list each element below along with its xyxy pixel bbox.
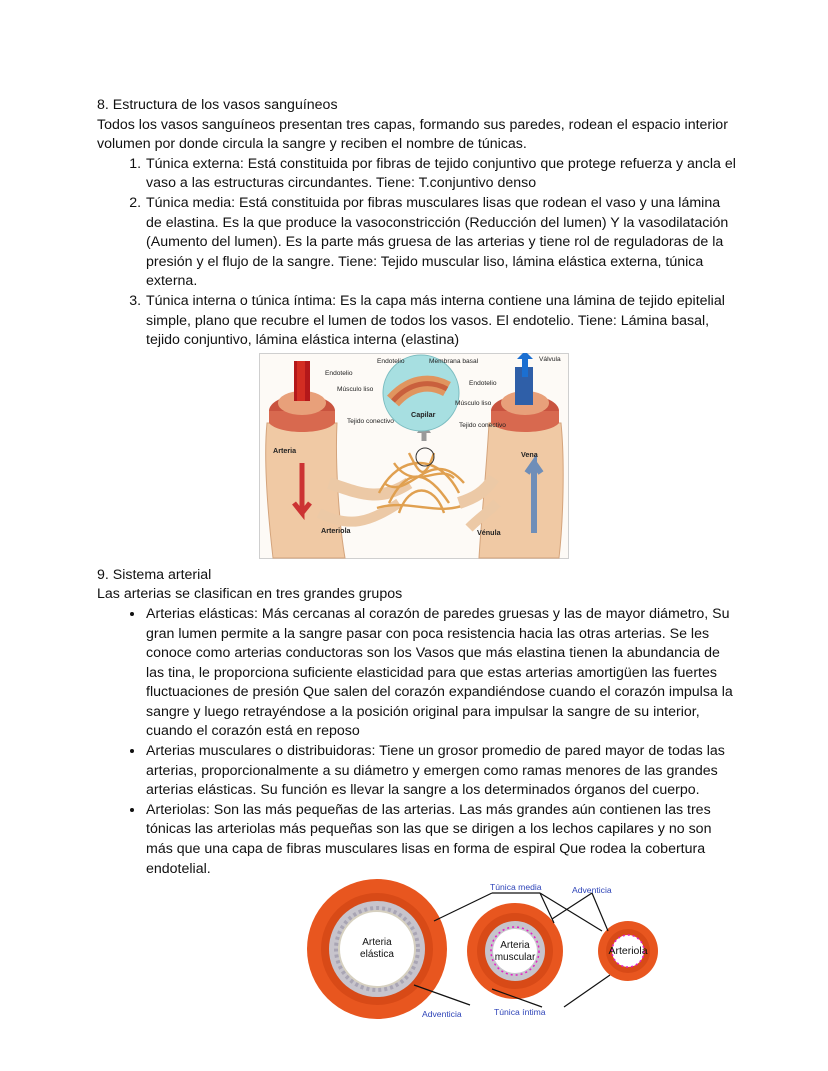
- section-8-list: [97, 155, 737, 351]
- artery-types-diagram: [302, 879, 684, 1019]
- section-8-heading: 8. Estructura de los vasos sanguíneos: [97, 97, 338, 113]
- list-item: • Arterias musculares o distribuidoras: Tiene un grosor promedio de pared mayor de todas las arterias, proporcionalmente a su diámetro y emergen como ramas menores de las grandes arterias elásticas. Su función es llevar la sangre a los determinados órganos del cuerpo.: [145, 742, 737, 801]
- list-item: 1. Túnica externa: Está constituida por fibras de tejido conjuntivo que protege refuerza y ancla el vaso a las estructuras circundantes. Tiene: T.conjuntivo denso: [145, 155, 737, 194]
- label-membrana: Membrana basal: [429, 357, 479, 365]
- label-musculo-right: Músculo liso: [455, 399, 492, 407]
- label-arteria-muscular-1: Arteria: [500, 940, 530, 952]
- list-item: 2. Túnica media: Está constituida por fibras musculares lisas que rodean el vaso y una lámina de elastina. Es la que produce la vasoconstricción (Reducción del lumen) Y la vasodilatación (Aumento del lumen). Es la parte más gruesa de las arterias y tiene rol de reguladoras de la presión y el flujo de la sangre. Tiene: Tejido muscular liso, lámina elástica externa, túnica externa.: [145, 194, 737, 292]
- label-arteria-muscular-2: muscular: [494, 952, 536, 964]
- list-item: • Arterias elásticas: Más cercanas al corazón de paredes gruesas y las de mayor diámetro, Su gran lumen permite a la sangre pasar con poca resistencia hacia las otras arterias. Se les conoce como arterias conductoras son los Vasos que más elastina tienen la abundancia de las tina, le proporciona suficiente elasticidad para que estas arterias amortigüen las fuertes fluctuaciones de presión Que salen del corazón expandiéndose cuando el corazón impulsa la sangre y luego retrayéndose a la posición original para impulsar la sangre de su interior, cuando el corazón está en reposo: [145, 605, 737, 742]
- list-item: 3. Túnica interna o túnica íntima: Es la capa más interna contiene una lámina de tejido epitelial simple, plano que recubre el lumen de todos los vasos. El endotelio. Tiene: Lámina basal, tejido conjuntivo, lámina elástica interna (elastina): [145, 292, 737, 351]
- section-9-heading: 9. Sistema arterial: [97, 566, 212, 583]
- label-arteriola-section: Arteriola: [608, 945, 648, 958]
- document-page: [97, 96, 737, 1019]
- label-tunica-media: Túnica media: [490, 882, 542, 893]
- label-endotelio-top: Endotelio: [377, 357, 405, 365]
- section-8-intro: Todos los vasos sanguíneos presentan tres capas, formando sus paredes, rodean el espacio interior volumen por donde circula la sangre y reciben el nombre de túnicas.: [97, 116, 728, 153]
- label-valvula: Válvula: [539, 355, 561, 363]
- label-vena: Vena: [521, 449, 538, 459]
- label-tunica-intima: Túnica íntima: [494, 1007, 546, 1018]
- label-musculo-left: Músculo liso: [337, 385, 374, 393]
- label-tejido-right: Tejido conectivo: [459, 421, 506, 429]
- label-adventicia-bottom: Adventicia: [422, 1009, 462, 1020]
- label-tejido-left: Tejido conectivo: [347, 417, 394, 425]
- label-capilar: Capilar: [411, 409, 436, 419]
- label-endotelio-right: Endotelio: [469, 379, 497, 387]
- section-9-list: [97, 605, 737, 879]
- artery-types-figure: [302, 879, 684, 1019]
- label-endotelio-left: Endotelio: [325, 369, 353, 377]
- label-arteria-elastica-1: Arteria: [362, 937, 392, 949]
- label-venula: Vénula: [477, 527, 501, 537]
- label-arteriola: Arteriola: [321, 525, 351, 535]
- vessel-structure-diagram: [259, 353, 569, 559]
- label-arteria: Arteria: [273, 445, 297, 455]
- vessel-structure-figure: [259, 353, 569, 559]
- section-9-intro: Las arterias se clasifican en tres grandes grupos: [97, 586, 403, 603]
- list-item: • Arteriolas: Son las más pequeñas de las arterias. Las más grandes aún contienen las tres tónicas las arteriolas más pequeñas son las que se dirigen a los lechos capilares y no son más que una capa de fibras musculares lisas en forma de espiral Que rodea la cobertura endotelial.: [145, 801, 737, 879]
- label-arteria-elastica-2: elástica: [360, 949, 394, 961]
- label-adventicia-top: Adventicia: [572, 885, 612, 896]
